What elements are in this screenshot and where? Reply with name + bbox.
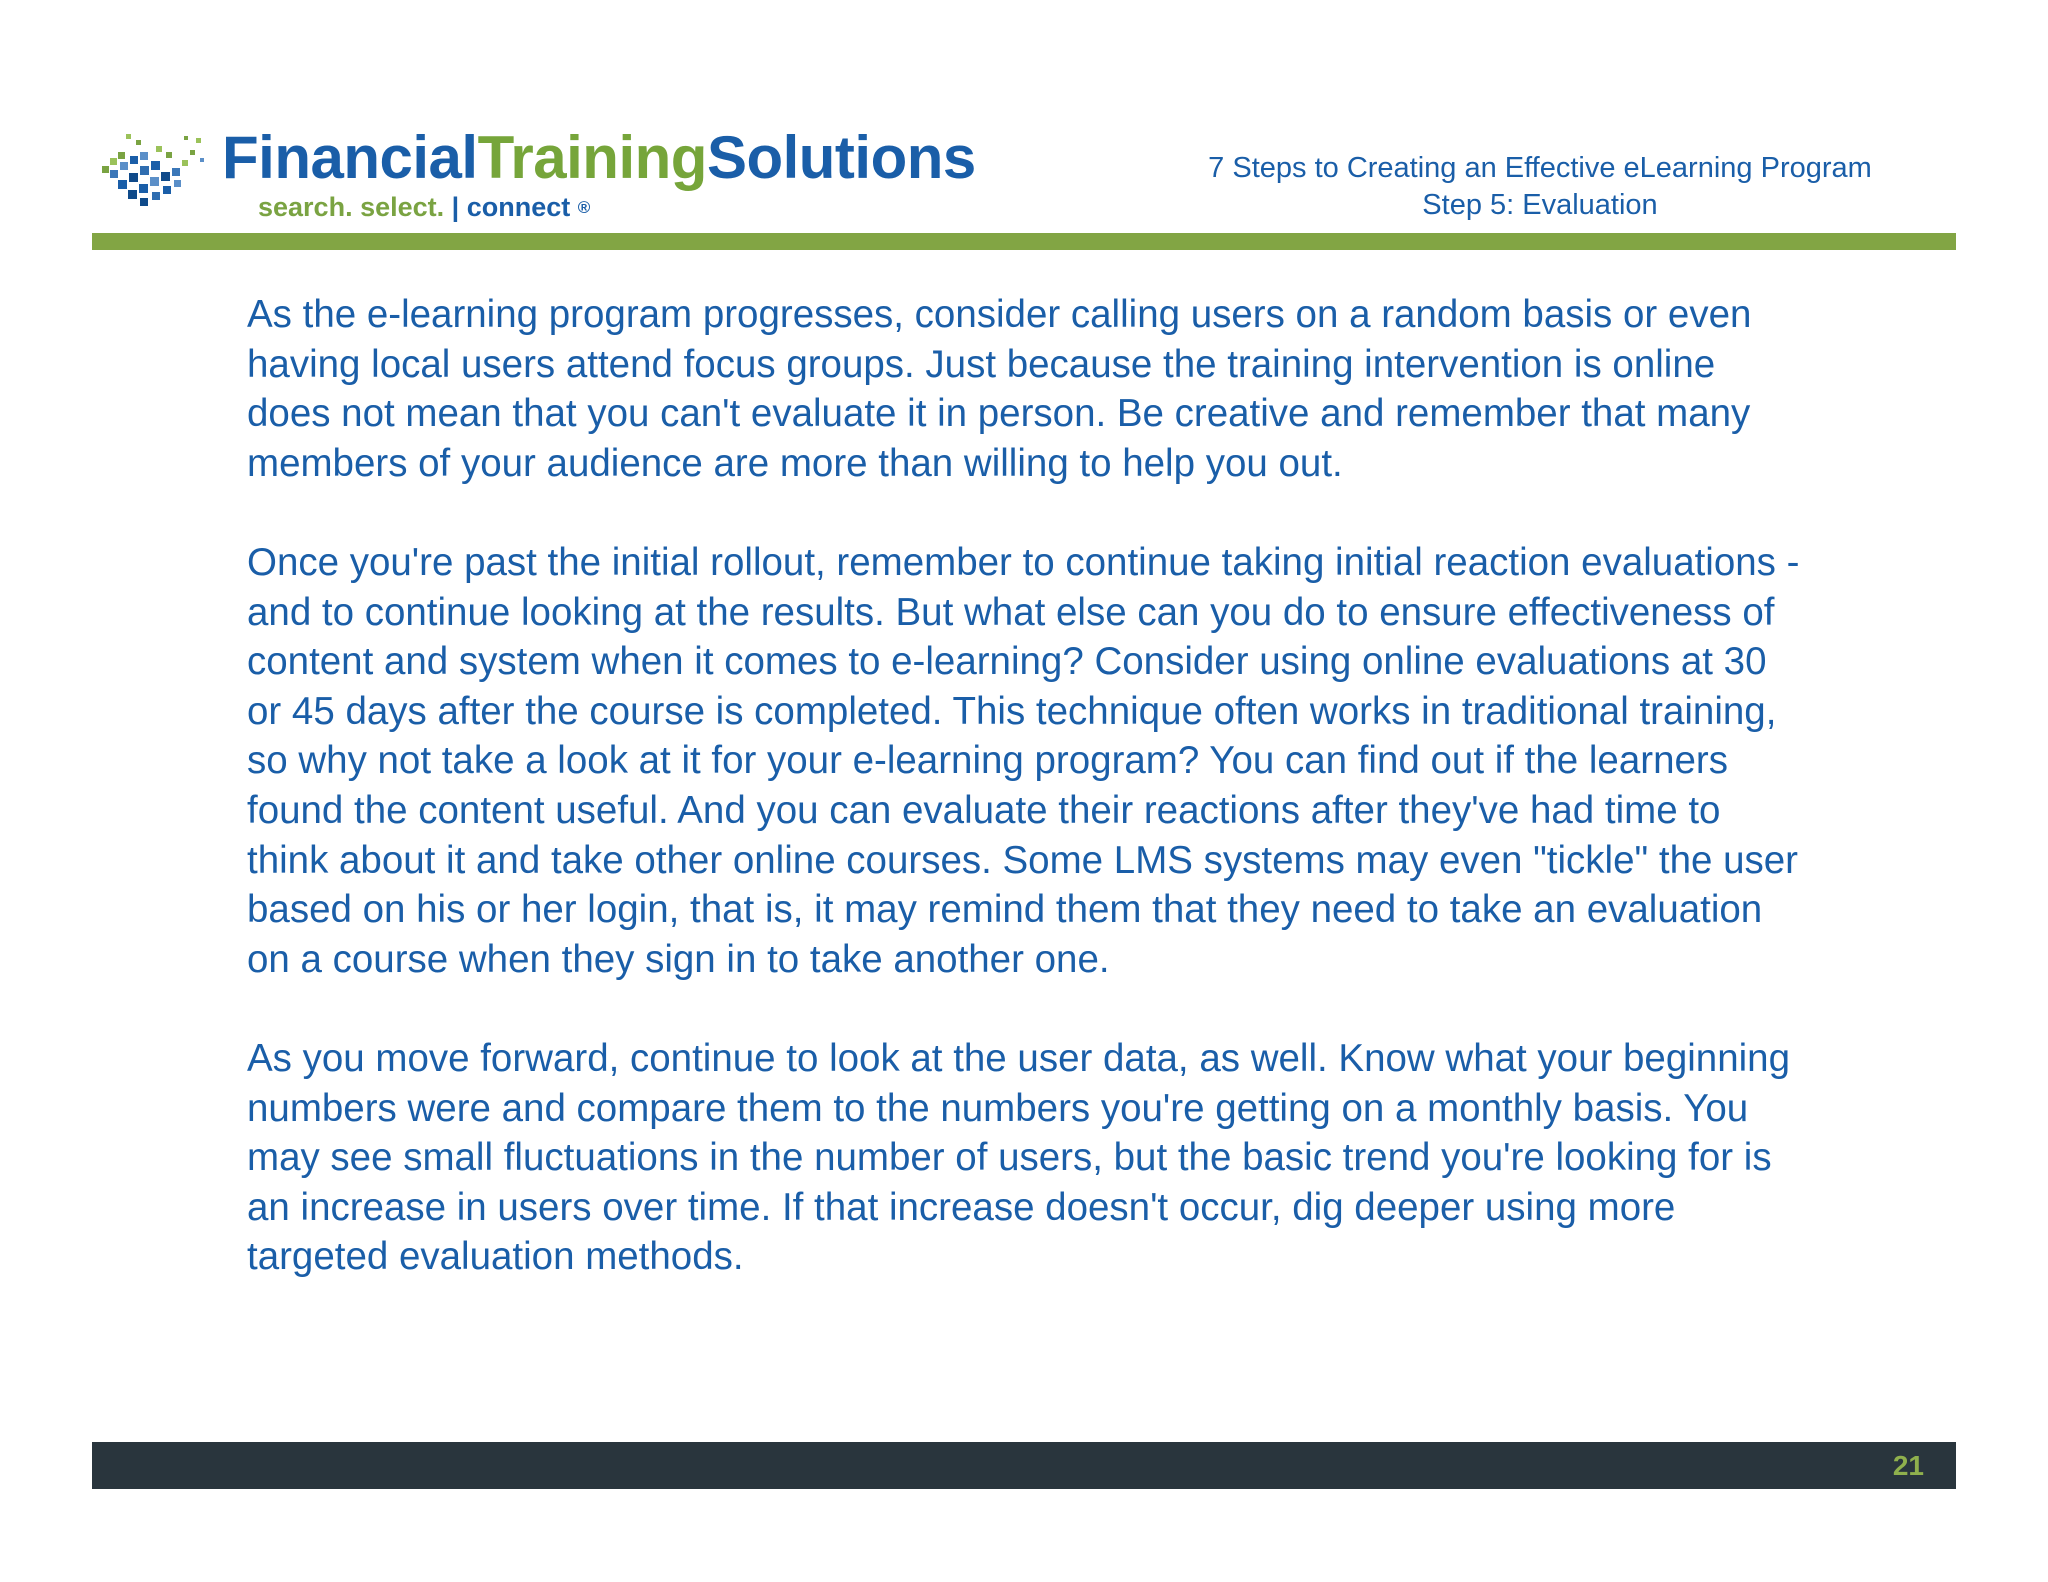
page-number: 21 (1892, 1450, 1924, 1481)
step-subtitle: Step 5: Evaluation (1422, 189, 1658, 221)
body-paragraph: As the e-learning program progresses, consider calling users on a random basis or even having local users attend focus groups. Just because the training intervention is online does not mean that you can't evaluate it in person. Be creative and remember that many members of your audience are more than willing to help you out. (247, 293, 1752, 485)
slide-header-title (1170, 150, 1910, 224)
logo-tagline-search-select: search. select. (258, 192, 445, 222)
body-paragraph: As you move forward, continue to look at the user data, as well. Know what your beginning numbers were and compare them to the numbers you're getting on a monthly basis. You may see small fluctuations in the number of users, but the basic trend you're looking for is an increase in users over time. If that increase doesn't occur, dig deeper using more targeted evaluation methods. (247, 1036, 1791, 1279)
footer-bar (92, 1442, 1956, 1489)
globe-logo-icon (96, 128, 208, 212)
header-divider (92, 233, 1956, 250)
logo-tagline-connect: | connect (444, 192, 578, 222)
logo-word-financial: Financial (222, 124, 478, 191)
logo-word-solutions: Solutions (706, 124, 976, 191)
body-paragraph: Once you're past the initial rollout, remember to continue taking initial reaction evaluations -and to continue looking at the results. But what else can you do to ensure effectiveness of content and system when it comes to e-learning? Consider using online evaluations at 30 or 45 days after the course is completed. This technique often works in traditional training, so why not take a look at it for your e-learning program? You can find out if the learners found the content useful. And you can evaluate their reactions after they've had time to think about it and take other online courses. Some LMS systems may even "tickle" the user based on his or her login, that is, it may remind them that they need to take an evaluation on a course when they sign in to take another one. (247, 540, 1800, 981)
company-logo (96, 124, 1056, 238)
logo-tagline (258, 194, 590, 221)
logo-word-training: Training (477, 124, 707, 191)
logo-wordmark (222, 124, 976, 191)
presentation-title: 7 Steps to Creating an Effective eLearning Program (1208, 152, 1872, 184)
registered-mark: ® (577, 198, 591, 217)
slide-body (247, 290, 1807, 1331)
